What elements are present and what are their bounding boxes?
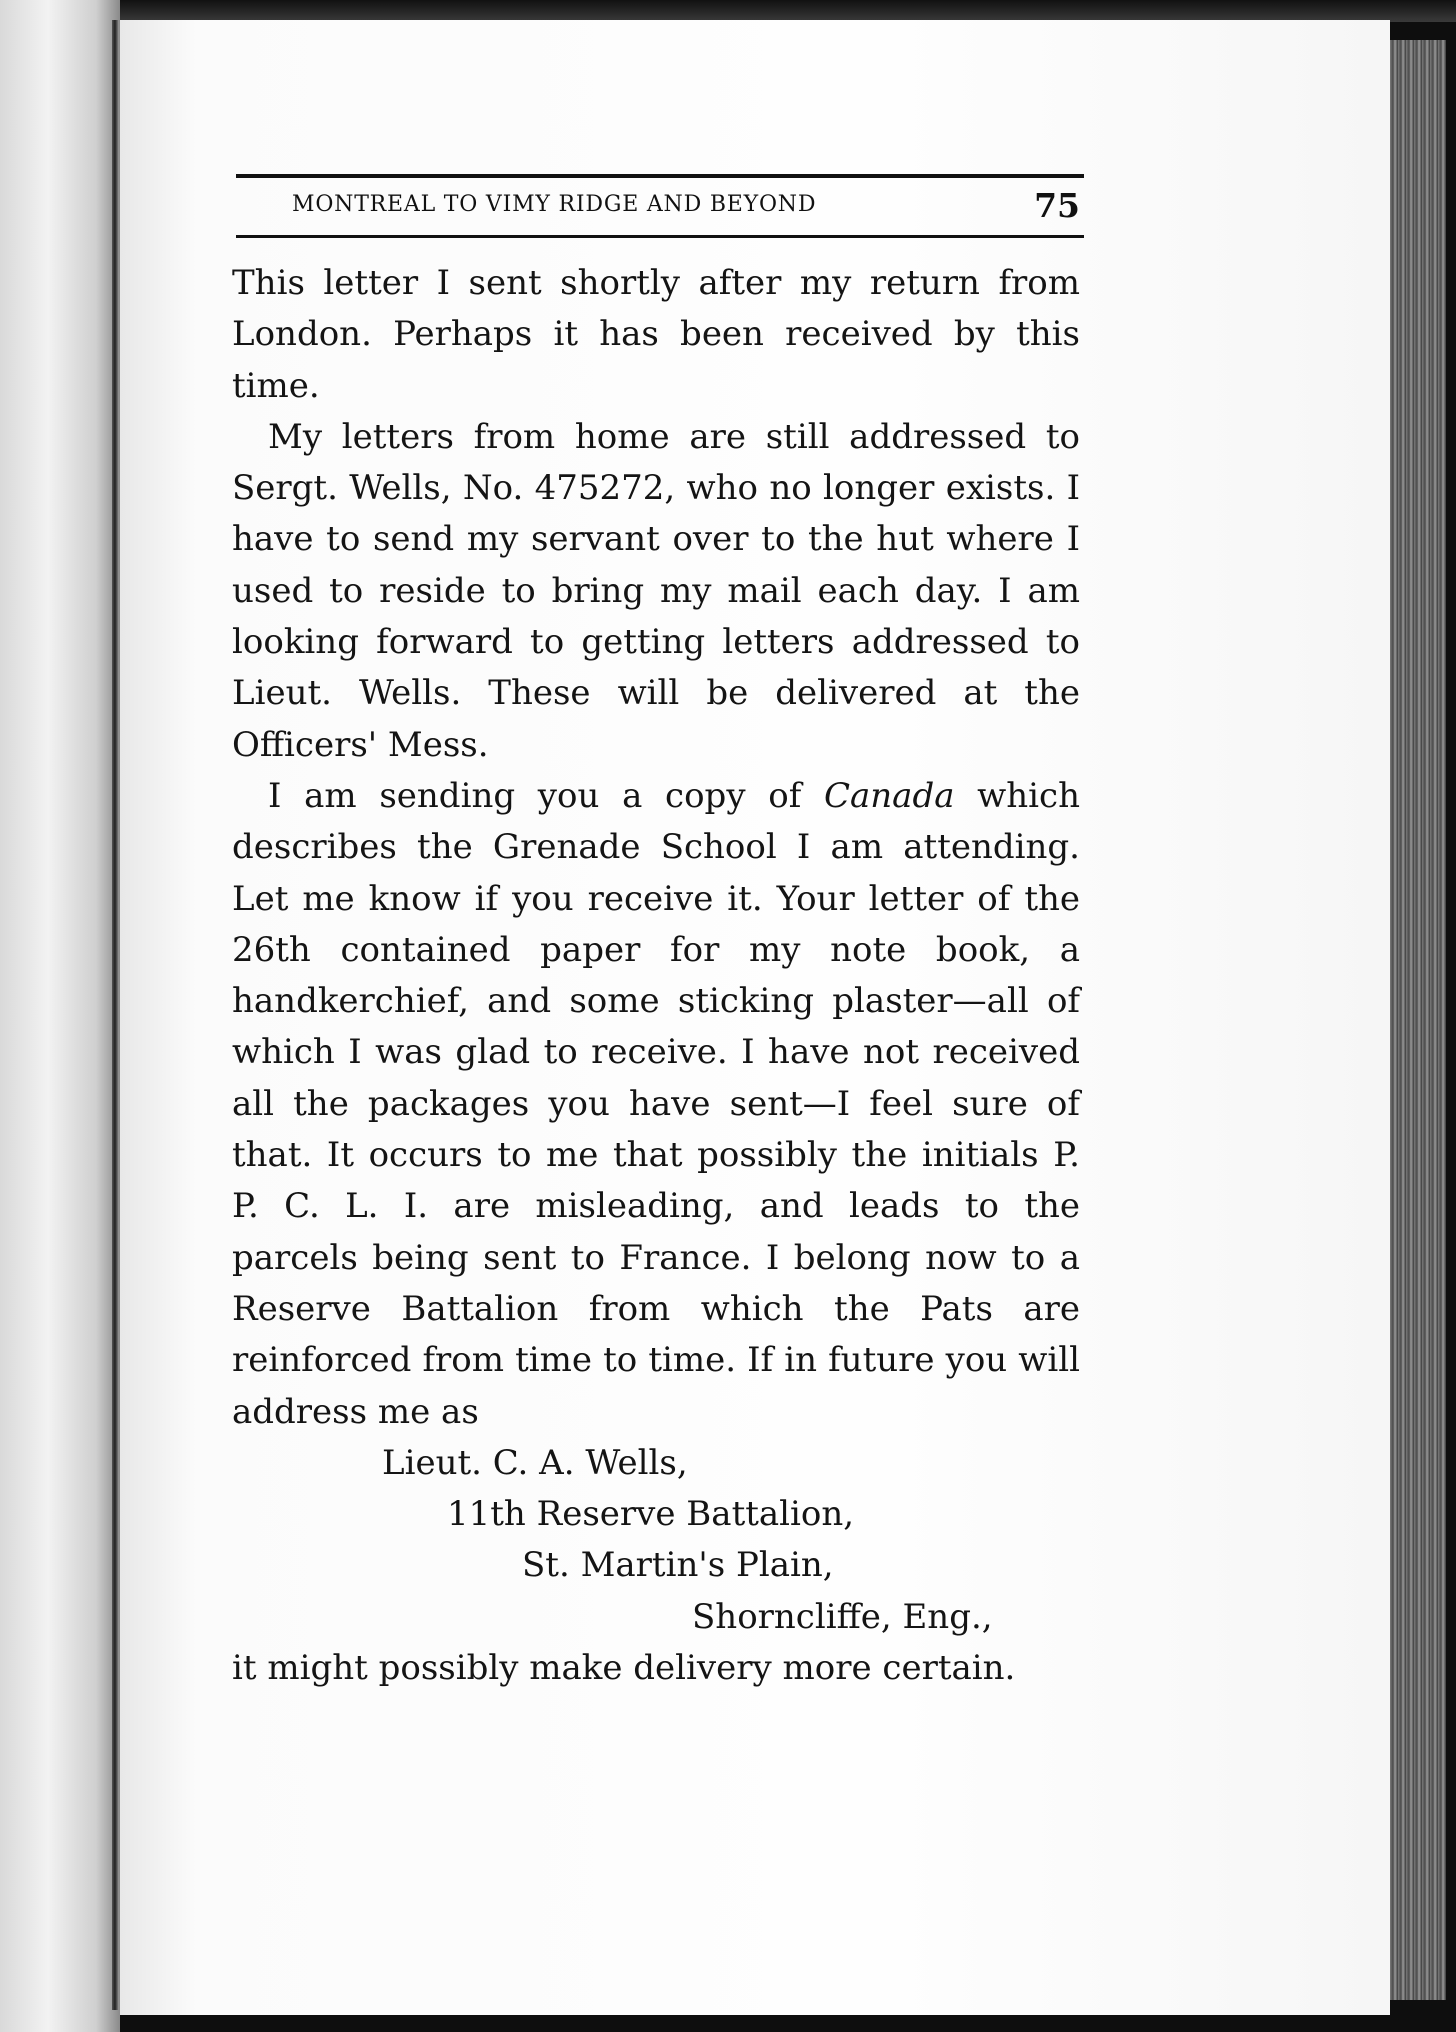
top-shadow bbox=[120, 0, 1456, 22]
paragraph-1: This letter I sent shortly after my return from London. Perhaps it has been received by this time. bbox=[232, 263, 1080, 406]
address-line-2: 11th Reserve Battalion, bbox=[447, 1494, 855, 1535]
page-body bbox=[232, 258, 1080, 1694]
paragraph-2: My letters from home are still addressed to Sergt. Wells, No. 475272, who no longer exists. I have to send my servant over to the hut where I used to reside to bring my mail each day. I am looking forward to getting letters addressed to Lieut. Wells. These will be delivered at the Officers' Mess. bbox=[232, 416, 1080, 765]
paragraph-3 bbox=[232, 771, 1080, 1438]
address-line-4: Shorncliffe, Eng., bbox=[692, 1596, 993, 1637]
publication-title: Canada bbox=[823, 775, 955, 816]
closing-line: it might possibly make delivery more certain. bbox=[232, 1648, 1016, 1689]
paragraph-3-start: I am sending you a copy of bbox=[268, 775, 824, 816]
previous-page-edge bbox=[0, 0, 120, 2032]
running-head-title: MONTREAL TO VIMY RIDGE AND BEYOND bbox=[292, 192, 817, 217]
address-line-1: Lieut. C. A. Wells, bbox=[382, 1442, 688, 1483]
book-gutter bbox=[112, 20, 118, 2010]
address-line-3: St. Martin's Plain, bbox=[522, 1545, 834, 1586]
paragraph-3-rest: which describes the Grenade School I am attending. Let me know if you receive it. Your letter of the 26th contained paper for my note book, a handkerchief, and some sticking plaster—all of which I was glad to receive. I have not received all the packages you have sent—I feel sure of that. It occurs to me that possibly the initials P. P. C. L. I. are misleading, and leads to the parcels being sent to France. I belong now to a Reserve Battalion from which the Pats are reinforced from time to time. If in future you will address me as bbox=[232, 775, 1080, 1432]
running-head bbox=[236, 174, 1084, 238]
page-number: 75 bbox=[1034, 186, 1080, 225]
page-edge-stack bbox=[1390, 40, 1446, 2000]
